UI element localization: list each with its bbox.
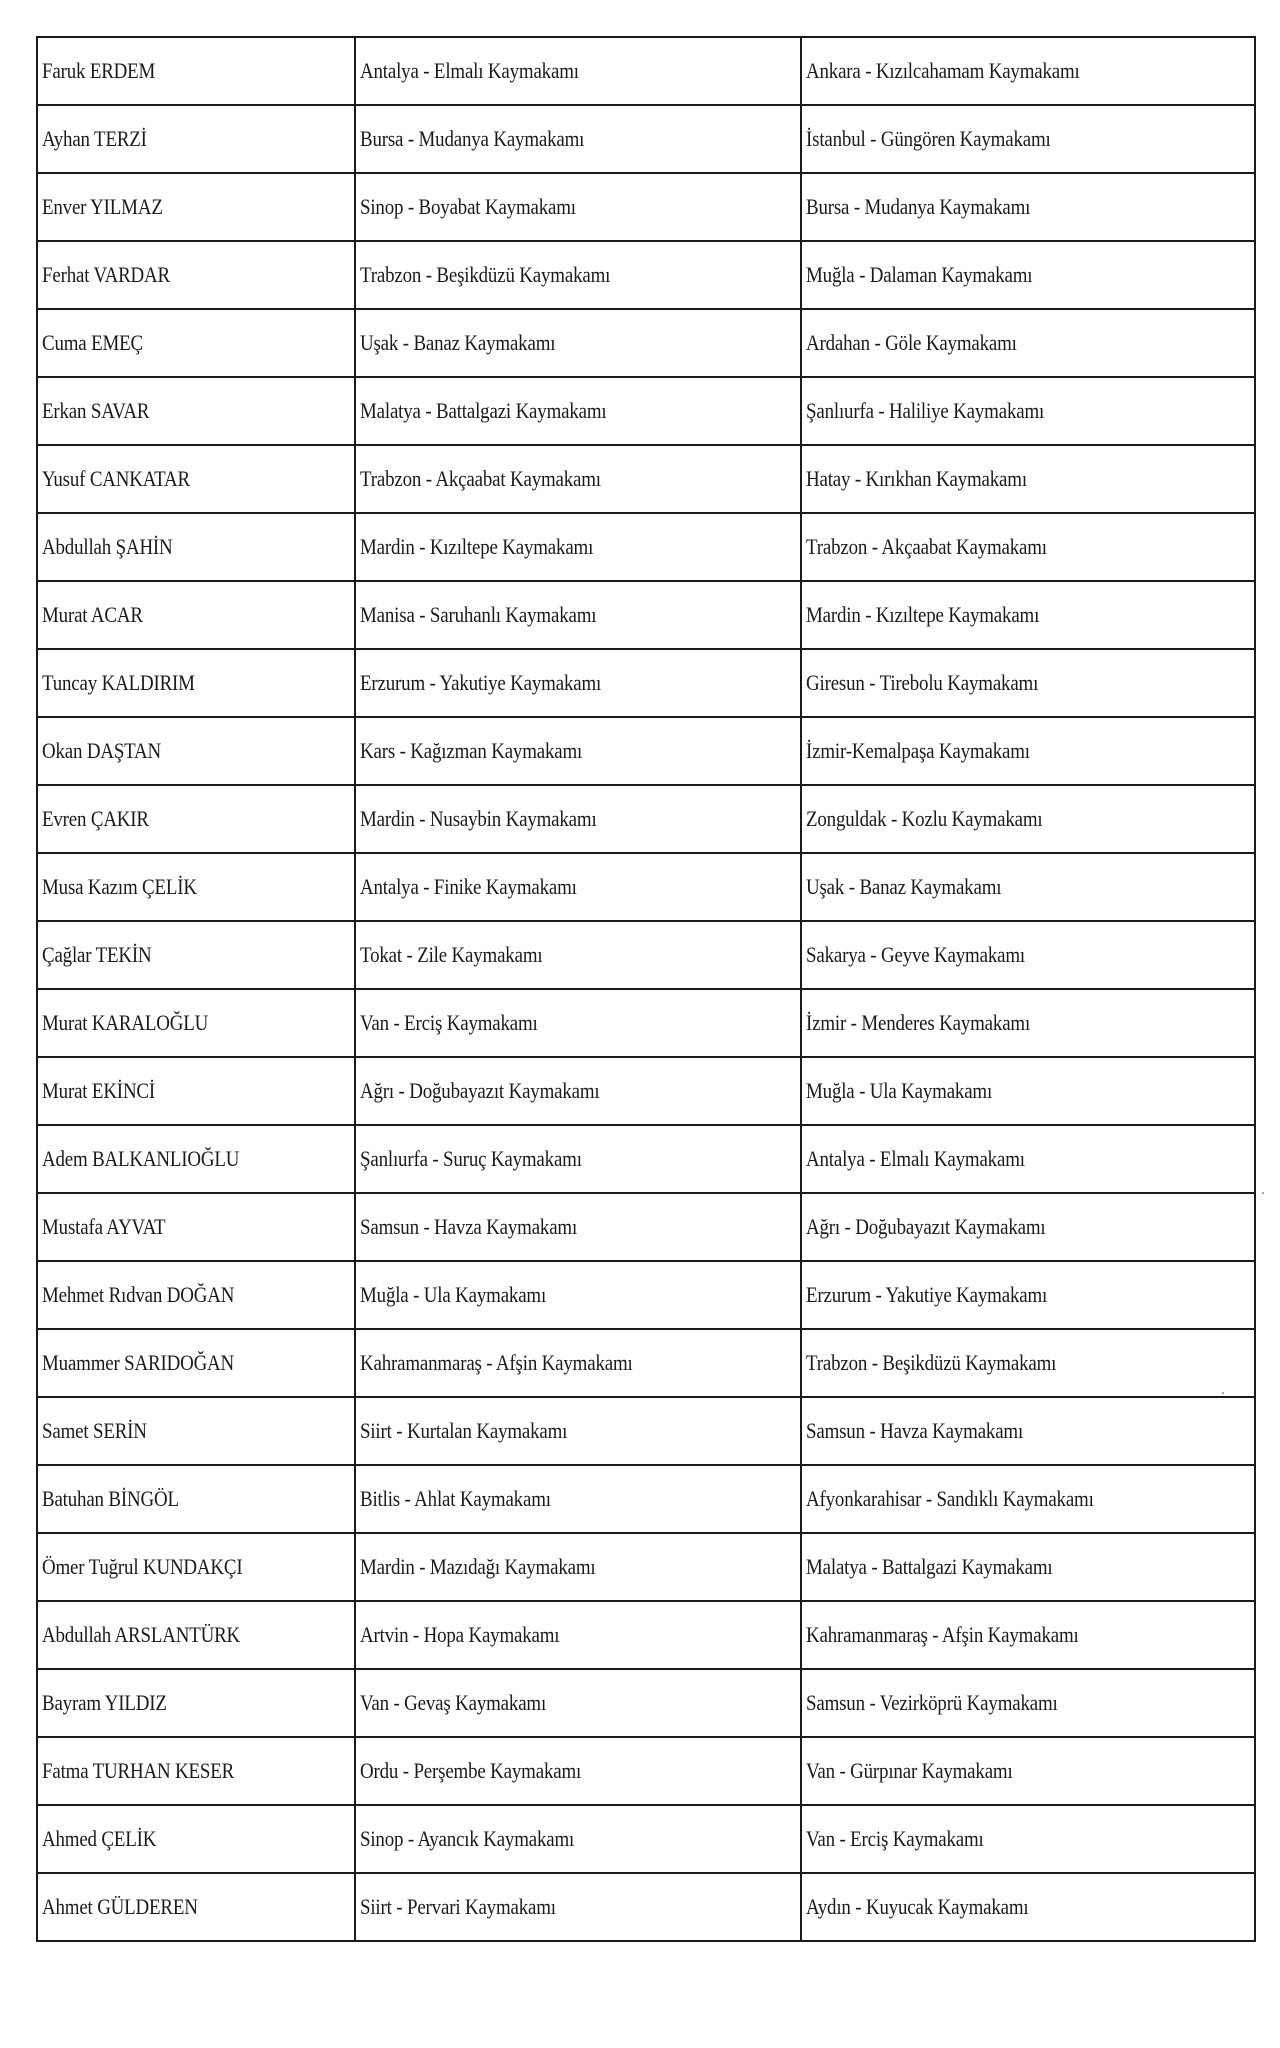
current-post-text: Mardin - Kızıltepe Kaymakamı	[360, 534, 594, 559]
table-row	[37, 1737, 1255, 1805]
current-post-cell	[355, 649, 801, 717]
person-name-cell	[37, 785, 355, 853]
table-row	[37, 173, 1255, 241]
current-post-cell	[355, 1873, 801, 1941]
new-post-cell	[801, 1737, 1255, 1805]
table-row	[37, 649, 1255, 717]
new-post-text: İzmir - Menderes Kaymakamı	[806, 1010, 1031, 1035]
new-post-cell	[801, 1329, 1255, 1397]
person-name-text: Fatma TURHAN KESER	[42, 1758, 235, 1783]
person-name-text: Abdullah ŞAHİN	[42, 534, 173, 559]
new-post-cell	[801, 785, 1255, 853]
new-post-text: Ankara - Kızılcahamam Kaymakamı	[806, 58, 1080, 83]
new-post-cell	[801, 581, 1255, 649]
table-row	[37, 1873, 1255, 1941]
scan-speck	[1262, 1192, 1264, 1194]
new-post-cell	[801, 445, 1255, 513]
current-post-cell	[355, 581, 801, 649]
new-post-cell	[801, 1261, 1255, 1329]
new-post-text: Erzurum - Yakutiye Kaymakamı	[806, 1282, 1048, 1307]
appointment-table-body	[37, 37, 1255, 1941]
table-row	[37, 377, 1255, 445]
new-post-cell	[801, 377, 1255, 445]
table-row	[37, 1193, 1255, 1261]
new-post-cell	[801, 1193, 1255, 1261]
new-post-text: Sakarya - Geyve Kaymakamı	[806, 942, 1025, 967]
current-post-cell	[355, 377, 801, 445]
table-row	[37, 1465, 1255, 1533]
new-post-cell	[801, 1125, 1255, 1193]
new-post-cell	[801, 989, 1255, 1057]
new-post-cell	[801, 309, 1255, 377]
new-post-text: Bursa - Mudanya Kaymakamı	[806, 194, 1031, 219]
current-post-cell	[355, 1805, 801, 1873]
new-post-text: Ağrı - Doğubayazıt Kaymakamı	[806, 1214, 1046, 1239]
table-row	[37, 717, 1255, 785]
new-post-cell	[801, 1601, 1255, 1669]
person-name-text: Ahmet GÜLDEREN	[42, 1894, 198, 1919]
person-name-text: Bayram YILDIZ	[42, 1690, 167, 1715]
current-post-cell	[355, 1533, 801, 1601]
new-post-text: Trabzon - Akçaabat Kaymakamı	[806, 534, 1047, 559]
current-post-cell	[355, 989, 801, 1057]
current-post-text: Siirt - Kurtalan Kaymakamı	[360, 1418, 568, 1443]
new-post-text: Van - Gürpınar Kaymakamı	[806, 1758, 1013, 1783]
person-name-cell	[37, 37, 355, 105]
person-name-text: Batuhan BİNGÖL	[42, 1486, 179, 1511]
person-name-text: Abdullah ARSLANTÜRK	[42, 1622, 241, 1647]
current-post-text: Bursa - Mudanya Kaymakamı	[360, 126, 585, 151]
person-name-text: Ömer Tuğrul KUNDAKÇI	[42, 1554, 243, 1579]
current-post-cell	[355, 1397, 801, 1465]
table-row	[37, 1533, 1255, 1601]
current-post-text: Sinop - Ayancık Kaymakamı	[360, 1826, 575, 1851]
table-row	[37, 513, 1255, 581]
current-post-cell	[355, 173, 801, 241]
current-post-cell	[355, 1193, 801, 1261]
scan-speck	[1222, 1392, 1224, 1394]
person-name-cell	[37, 1533, 355, 1601]
person-name-text: Mehmet Rıdvan DOĞAN	[42, 1282, 235, 1307]
current-post-cell	[355, 1329, 801, 1397]
person-name-cell	[37, 1125, 355, 1193]
person-name-cell	[37, 853, 355, 921]
new-post-text: Hatay - Kırıkhan Kaymakamı	[806, 466, 1027, 491]
person-name-text: Evren ÇAKIR	[42, 806, 149, 831]
table-row	[37, 1397, 1255, 1465]
new-post-cell	[801, 717, 1255, 785]
new-post-cell	[801, 37, 1255, 105]
person-name-cell	[37, 989, 355, 1057]
current-post-text: Antalya - Elmalı Kaymakamı	[360, 58, 579, 83]
current-post-text: Ordu - Perşembe Kaymakamı	[360, 1758, 582, 1783]
table-row	[37, 445, 1255, 513]
current-post-cell	[355, 309, 801, 377]
person-name-cell	[37, 105, 355, 173]
current-post-cell	[355, 241, 801, 309]
person-name-cell	[37, 1737, 355, 1805]
person-name-text: Ayhan TERZİ	[42, 126, 147, 151]
person-name-cell	[37, 1805, 355, 1873]
table-row	[37, 1057, 1255, 1125]
new-post-cell	[801, 649, 1255, 717]
person-name-cell	[37, 717, 355, 785]
current-post-text: Samsun - Havza Kaymakamı	[360, 1214, 578, 1239]
current-post-cell	[355, 1669, 801, 1737]
current-post-cell	[355, 1261, 801, 1329]
person-name-cell	[37, 1669, 355, 1737]
table-row	[37, 921, 1255, 989]
current-post-text: Uşak - Banaz Kaymakamı	[360, 330, 556, 355]
table-row	[37, 1669, 1255, 1737]
new-post-cell	[801, 1057, 1255, 1125]
new-post-cell	[801, 1533, 1255, 1601]
person-name-text: Mustafa AYVAT	[42, 1214, 166, 1239]
current-post-cell	[355, 921, 801, 989]
person-name-text: Faruk ERDEM	[42, 58, 156, 83]
new-post-text: Zonguldak - Kozlu Kaymakamı	[806, 806, 1043, 831]
person-name-cell	[37, 173, 355, 241]
new-post-text: İstanbul - Güngören Kaymakamı	[806, 126, 1051, 151]
person-name-text: Muammer SARIDOĞAN	[42, 1350, 235, 1375]
person-name-cell	[37, 1329, 355, 1397]
table-row	[37, 785, 1255, 853]
new-post-cell	[801, 1465, 1255, 1533]
new-post-text: Antalya - Elmalı Kaymakamı	[806, 1146, 1025, 1171]
table-row	[37, 309, 1255, 377]
new-post-text: Mardin - Kızıltepe Kaymakamı	[806, 602, 1040, 627]
new-post-text: Şanlıurfa - Haliliye Kaymakamı	[806, 398, 1045, 423]
new-post-cell	[801, 1805, 1255, 1873]
new-post-text: Van - Erciş Kaymakamı	[806, 1826, 984, 1851]
current-post-text: Muğla - Ula Kaymakamı	[360, 1282, 547, 1307]
current-post-text: Malatya - Battalgazi Kaymakamı	[360, 398, 607, 423]
new-post-text: Uşak - Banaz Kaymakamı	[806, 874, 1002, 899]
current-post-text: Trabzon - Akçaabat Kaymakamı	[360, 466, 601, 491]
person-name-cell	[37, 241, 355, 309]
current-post-text: Kars - Kağızman Kaymakamı	[360, 738, 583, 763]
current-post-cell	[355, 853, 801, 921]
table-row	[37, 1601, 1255, 1669]
current-post-text: Kahramanmaraş - Afşin Kaymakamı	[360, 1350, 633, 1375]
new-post-text: Trabzon - Beşikdüzü Kaymakamı	[806, 1350, 1057, 1375]
new-post-cell	[801, 513, 1255, 581]
person-name-text: Murat EKİNCİ	[42, 1078, 156, 1103]
table-row	[37, 37, 1255, 105]
person-name-cell	[37, 513, 355, 581]
new-post-text: Kahramanmaraş - Afşin Kaymakamı	[806, 1622, 1079, 1647]
current-post-text: Van - Gevaş Kaymakamı	[360, 1690, 547, 1715]
current-post-text: Manisa - Saruhanlı Kaymakamı	[360, 602, 597, 627]
current-post-cell	[355, 717, 801, 785]
new-post-cell	[801, 241, 1255, 309]
person-name-text: Cuma EMEÇ	[42, 330, 143, 355]
person-name-cell	[37, 1193, 355, 1261]
new-post-cell	[801, 105, 1255, 173]
current-post-text: Bitlis - Ahlat Kaymakamı	[360, 1486, 551, 1511]
new-post-cell	[801, 1397, 1255, 1465]
current-post-text: Artvin - Hopa Kaymakamı	[360, 1622, 560, 1647]
person-name-text: Ahmed ÇELİK	[42, 1826, 157, 1851]
current-post-text: Mardin - Nusaybin Kaymakamı	[360, 806, 597, 831]
person-name-cell	[37, 1261, 355, 1329]
new-post-text: Samsun - Havza Kaymakamı	[806, 1418, 1024, 1443]
person-name-cell	[37, 309, 355, 377]
new-post-text: Aydın - Kuyucak Kaymakamı	[806, 1894, 1029, 1919]
new-post-text: Giresun - Tirebolu Kaymakamı	[806, 670, 1039, 695]
person-name-cell	[37, 1057, 355, 1125]
table-row	[37, 581, 1255, 649]
table-row	[37, 853, 1255, 921]
table-row	[37, 1805, 1255, 1873]
person-name-text: Enver YILMAZ	[42, 194, 163, 219]
person-name-text: Murat KARALOĞLU	[42, 1010, 209, 1035]
new-post-cell	[801, 853, 1255, 921]
table-row	[37, 1125, 1255, 1193]
current-post-cell	[355, 1057, 801, 1125]
person-name-text: Çağlar TEKİN	[42, 942, 152, 967]
person-name-cell	[37, 649, 355, 717]
person-name-text: Murat ACAR	[42, 602, 143, 627]
table-row	[37, 1261, 1255, 1329]
person-name-cell	[37, 1601, 355, 1669]
person-name-cell	[37, 581, 355, 649]
current-post-text: Ağrı - Doğubayazıt Kaymakamı	[360, 1078, 600, 1103]
table-row	[37, 989, 1255, 1057]
new-post-text: Muğla - Dalaman Kaymakamı	[806, 262, 1033, 287]
person-name-text: Musa Kazım ÇELİK	[42, 874, 197, 899]
current-post-text: Erzurum - Yakutiye Kaymakamı	[360, 670, 602, 695]
appointment-table	[36, 36, 1256, 1942]
current-post-text: Sinop - Boyabat Kaymakamı	[360, 194, 576, 219]
new-post-text: Samsun - Vezirköprü Kaymakamı	[806, 1690, 1058, 1715]
person-name-text: Samet SERİN	[42, 1418, 147, 1443]
current-post-cell	[355, 785, 801, 853]
current-post-text: Antalya - Finike Kaymakamı	[360, 874, 577, 899]
table-row	[37, 241, 1255, 309]
current-post-cell	[355, 1601, 801, 1669]
new-post-text: Muğla - Ula Kaymakamı	[806, 1078, 993, 1103]
current-post-text: Siirt - Pervari Kaymakamı	[360, 1894, 556, 1919]
person-name-text: Ferhat VARDAR	[42, 262, 170, 287]
new-post-cell	[801, 1669, 1255, 1737]
current-post-cell	[355, 1125, 801, 1193]
person-name-text: Yusuf CANKATAR	[42, 466, 190, 491]
current-post-cell	[355, 513, 801, 581]
new-post-text: Ardahan - Göle Kaymakamı	[806, 330, 1017, 355]
current-post-cell	[355, 445, 801, 513]
new-post-cell	[801, 1873, 1255, 1941]
current-post-text: Trabzon - Beşikdüzü Kaymakamı	[360, 262, 611, 287]
current-post-cell	[355, 37, 801, 105]
current-post-cell	[355, 1465, 801, 1533]
current-post-cell	[355, 105, 801, 173]
current-post-text: Şanlıurfa - Suruç Kaymakamı	[360, 1146, 582, 1171]
person-name-text: Adem BALKANLIOĞLU	[42, 1146, 240, 1171]
person-name-cell	[37, 1397, 355, 1465]
current-post-text: Mardin - Mazıdağı Kaymakamı	[360, 1554, 596, 1579]
new-post-text: Malatya - Battalgazi Kaymakamı	[806, 1554, 1053, 1579]
new-post-cell	[801, 921, 1255, 989]
person-name-cell	[37, 921, 355, 989]
person-name-text: Tuncay KALDIRIM	[42, 670, 195, 695]
table-row	[37, 1329, 1255, 1397]
person-name-cell	[37, 1873, 355, 1941]
new-post-text: Afyonkarahisar - Sandıklı Kaymakamı	[806, 1486, 1094, 1511]
current-post-text: Van - Erciş Kaymakamı	[360, 1010, 538, 1035]
person-name-text: Okan DAŞTAN	[42, 738, 162, 763]
current-post-cell	[355, 1737, 801, 1805]
person-name-cell	[37, 445, 355, 513]
new-post-cell	[801, 173, 1255, 241]
person-name-text: Erkan SAVAR	[42, 398, 150, 423]
table-row	[37, 105, 1255, 173]
person-name-cell	[37, 377, 355, 445]
new-post-text: İzmir-Kemalpaşa Kaymakamı	[806, 738, 1030, 763]
current-post-text: Tokat - Zile Kaymakamı	[360, 942, 543, 967]
person-name-cell	[37, 1465, 355, 1533]
